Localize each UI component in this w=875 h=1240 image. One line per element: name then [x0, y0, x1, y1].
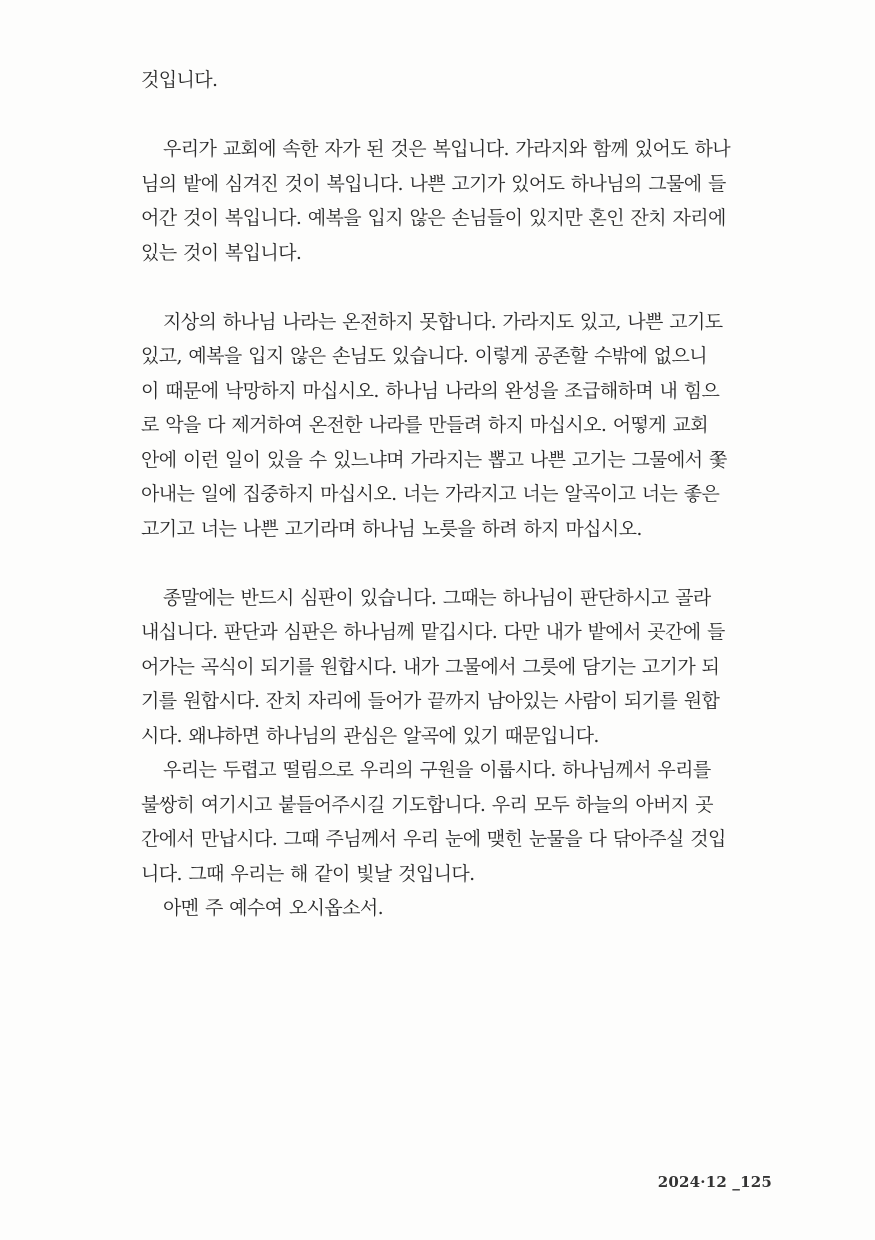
text-line: 어가는 곡식이 되기를 원합시다. 내가 그물에서 그릇에 담기는 고기가 되	[141, 655, 720, 678]
text-line: 간에서 만납시다. 그때 주님께서 우리 눈에 맺힌 눈물을 다 닦아주실 것입	[141, 828, 726, 850]
paragraph-gap	[141, 270, 777, 305]
paragraph-gap	[141, 546, 777, 581]
text-line: 있고, 예복을 입지 않은 손님도 있습니다. 이렇게 공존할 수밖에 없으니	[141, 345, 707, 367]
text-line: 우리는 두렵고 떨림으로 우리의 구원을 이룹시다. 하나님께서 우리를	[163, 759, 711, 781]
text-line: 안에 이런 일이 있을 수 있느냐며 가라지는 뽑고 나쁜 고기는 그물에서 쫓	[141, 448, 727, 471]
text-line: 이 때문에 낙망하지 마십시오. 하나님 나라의 완성을 조급해하며 내 힘으	[141, 379, 720, 402]
text-line: 우리가 교회에 속한 자가 된 것은 복입니다. 가라지와 함께 있어도 하나	[163, 138, 730, 160]
text-line: 아내는 일에 집중하지 마십시오. 너는 가라지고 너는 알곡이고 너는 좋은	[141, 483, 720, 505]
text-line: 니다. 그때 우리는 해 같이 빛날 것입니다.	[141, 862, 475, 885]
text-line: 고기고 너는 나쁜 고기라며 하나님 노릇을 하려 하지 마십시오.	[141, 517, 642, 540]
text-line: 지상의 하나님 나라는 온전하지 못합니다. 가라지도 있고, 나쁜 고기도	[163, 310, 723, 333]
text-line: 시다. 왜냐하면 하나님의 관심은 알곡에 있기 때문입니다.	[141, 724, 599, 747]
page-number: 2024·12 _125	[657, 1173, 772, 1191]
text-line: 종말에는 반드시 심판이 있습니다. 그때는 하나님이 판단하시고 골라	[163, 586, 711, 609]
text-line: 로 악을 다 제거하여 온전한 나라를 만들려 하지 마십시오. 어떻게 교회	[141, 414, 708, 436]
text-line: 불쌍히 여기시고 붙들어주시길 기도합니다. 우리 모두 하늘의 아버지 곳	[141, 793, 713, 816]
text-line: 있는 것이 복입니다.	[141, 241, 302, 264]
text-line: 내십니다. 판단과 심판은 하나님께 맡깁시다. 다만 내가 밭에서 곳간에 들	[141, 621, 725, 643]
text-line: 님의 밭에 심겨진 것이 복입니다. 나쁜 고기가 있어도 하나님의 그물에 들	[141, 172, 726, 195]
text-line: 어간 것이 복입니다. 예복을 입지 않은 손님들이 있지만 혼인 잔치 자리에	[141, 207, 726, 229]
body-text	[141, 63, 777, 926]
text-line: 아멘 주 예수여 오시옵소서.	[163, 897, 384, 919]
text-line: 기를 원합시다. 잔치 자리에 들어가 끝까지 남아있는 사람이 되기를 원합	[141, 690, 720, 712]
text-line: 것입니다.	[141, 69, 218, 91]
paragraph-gap	[141, 98, 777, 133]
